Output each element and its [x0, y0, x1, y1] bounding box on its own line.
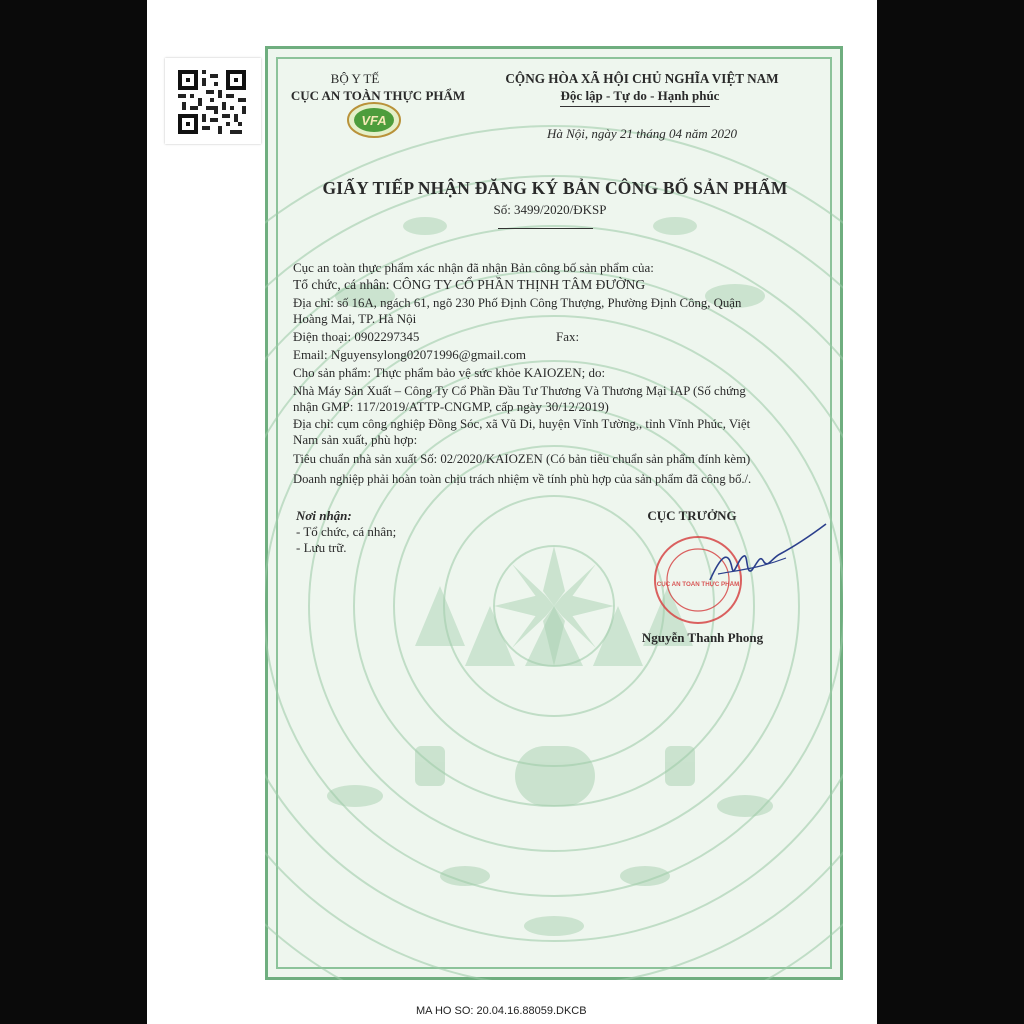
left-black-margin: [0, 0, 147, 1024]
motto-underline: [560, 106, 710, 107]
stamp-text: CỤC AN TOÀN THỰC PHẨM: [656, 581, 740, 588]
agency-name: CỤC AN TOÀN THỰC PHẨM: [290, 88, 466, 103]
recipient-1: - Tổ chức, cá nhân;: [296, 524, 397, 539]
handwritten-signature: [690, 518, 830, 598]
body-manufacturer-2: nhận GMP: 117/2019/ATTP-CNGMP, cấp ngày 30/12/2019): [293, 399, 609, 414]
body-standard: Tiêu chuẩn nhà sản xuất Số: 02/2020/KAIOZEN (Có bản tiêu chuẩn sản phẩm đính kèm): [293, 452, 751, 466]
ministry-name: BỘ Y TẾ: [330, 71, 380, 86]
right-black-margin: [877, 0, 1024, 1024]
body-email: Email: Nguyensylong02071996@gmail.com: [293, 347, 526, 362]
signer-name: Nguyễn Thanh Phong: [641, 630, 764, 645]
body-factory-address-1: Địa chỉ: cụm công nghiệp Đồng Sóc, xã Vũ Di, huyện Vĩnh Tường,, tỉnh Vĩnh Phúc, Việt: [293, 417, 751, 431]
vfa-logo-text: VFA: [361, 113, 387, 128]
recipient-2: - Lưu trữ.: [296, 540, 347, 555]
body-factory-address-2: Nam sản xuất, phù hợp:: [293, 432, 418, 447]
certificate-title: GIẤY TIẾP NHẬN ĐĂNG KÝ BẢN CÔNG BỐ SẢN PHẨM: [322, 178, 788, 198]
top-white-margin: [147, 0, 877, 34]
body-product: Cho sản phẩm: Thực phẩm bảo vệ sức khỏe KAIOZEN; do:: [293, 365, 606, 380]
recipients-heading: Nơi nhận:: [296, 508, 352, 523]
body-responsibility: Doanh nghiệp phải hoàn toàn chịu trách nhiệm về tính phù hợp của sản phẩm đã công bố./.: [293, 472, 752, 486]
republic-name: CỘNG HÒA XÃ HỘI CHỦ NGHĨA VIỆT NAM: [505, 71, 779, 86]
body-fax: Fax:: [556, 329, 580, 344]
number-underline: [498, 228, 593, 229]
body-address-1: Địa chỉ: số 16A, ngách 61, ngõ 230 Phố Định Công Thượng, Phường Định Công, Quận: [293, 296, 742, 310]
body-phone: Điện thoại: 0902297345: [293, 329, 420, 344]
vfa-logo: [344, 100, 404, 140]
body-organization: Tổ chức, cá nhân: CÔNG TY CỔ PHẦN THỊNH TÂM ĐƯỜNG: [293, 277, 646, 292]
certificate-number: Số: 3499/2020/ĐKSP: [493, 202, 607, 217]
national-motto: Độc lập - Tự do - Hạnh phúc: [560, 88, 720, 103]
file-code: MA HO SO: 20.04.16.88059.DKCB: [416, 1005, 587, 1017]
issue-date: Hà Nội, ngày 21 tháng 04 năm 2020: [547, 126, 737, 141]
body-intro: Cục an toàn thực phẩm xác nhận đã nhận Bản công bố sản phẩm của:: [293, 260, 654, 275]
qr-code-icon: [178, 70, 246, 134]
signer-title: CỤC TRƯỞNG: [647, 508, 737, 523]
body-address-2: Hoàng Mai, TP. Hà Nội: [293, 311, 417, 326]
body-manufacturer-1: Nhà Máy Sản Xuất – Công Ty Cổ Phần Đầu Tư Thương Và Thương Mại IAP (Số chứng: [293, 384, 746, 398]
